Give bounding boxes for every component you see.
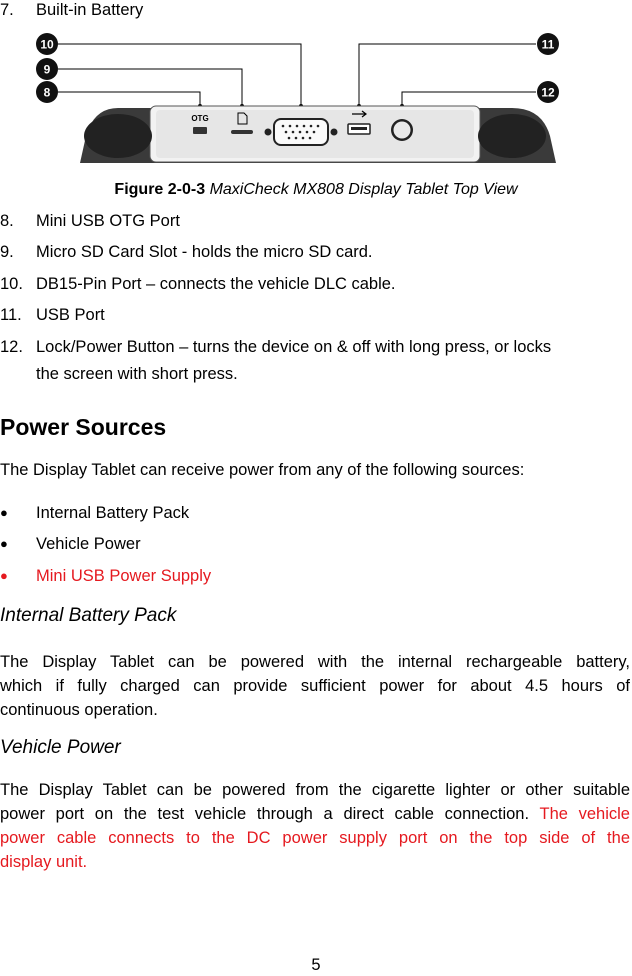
item-number: 8. [0, 212, 14, 230]
bullet-item [0, 534, 632, 554]
bullet-text: Internal Battery Pack [36, 504, 190, 522]
db15-port [265, 119, 338, 145]
callout-line-12 [402, 92, 536, 104]
callout-line-10 [58, 44, 301, 104]
figure-caption [0, 181, 632, 199]
caption-label: Figure 2-0-3 [114, 181, 206, 198]
vehicle-power-heading: Vehicle Power [0, 737, 121, 758]
callout-10 [36, 33, 58, 55]
callout-11 [537, 33, 559, 55]
bullet-text: Mini USB Power Supply [36, 567, 212, 585]
paragraph-text-highlighted: The vehicle [539, 805, 630, 823]
bullet-item-highlighted [0, 566, 632, 586]
bullet-icon: ● [0, 536, 8, 551]
tablet-top-view-figure [0, 28, 632, 178]
caption-title: MaxiCheck MX808 Display Tablet Top View [209, 181, 518, 198]
callout-line-9 [58, 69, 242, 104]
paragraph-line: which if fully charged can provide sufficient power for about 4.5 hours of [0, 677, 630, 695]
item-text-line2: the screen with short press. [36, 365, 238, 383]
otg-label: OTG [191, 114, 209, 123]
list-item-9 [0, 242, 632, 262]
callout-12 [537, 81, 559, 103]
paragraph-line [0, 802, 630, 826]
internal-battery-heading: Internal Battery Pack [0, 605, 177, 626]
item-number: 11. [0, 306, 22, 324]
list-item-7 [0, 0, 632, 20]
item-number: 7. [0, 1, 14, 19]
power-sources-heading: Power Sources [0, 414, 167, 440]
callout-8-label: 8 [43, 85, 51, 100]
paragraph-text: power port on the test vehicle through a direct cable connection. [0, 805, 530, 823]
bullet-icon: ● [0, 505, 8, 520]
item-number: 10. [0, 275, 23, 293]
list-item-12 [0, 337, 632, 381]
item-text: DB15-Pin Port – connects the vehicle DLC cable. [36, 275, 396, 293]
callout-line-8 [58, 92, 200, 104]
item-number: 12. [0, 338, 23, 356]
bullet-icon: ● [0, 568, 8, 583]
paragraph-line: The Display Tablet can be powered with the internal rechargeable battery, [0, 653, 630, 671]
callout-8 [36, 81, 58, 103]
paragraph-line: continuous operation. [0, 701, 158, 719]
internal-battery-paragraph [0, 650, 630, 722]
power-button [391, 119, 413, 141]
callout-12-label: 12 [541, 85, 555, 100]
callout-9 [36, 58, 58, 80]
bullet-item [0, 503, 632, 523]
item-text: Mini USB OTG Port [36, 212, 180, 230]
item-text: Built-in Battery [36, 1, 144, 19]
item-text-line1: Lock/Power Button – turns the device on & off with long press, or locks [36, 338, 552, 356]
callout-line-11 [359, 44, 536, 104]
callout-10-label: 10 [40, 37, 54, 52]
page-number: 5 [311, 956, 321, 974]
paragraph-line-highlighted: display unit. [0, 853, 88, 871]
item-number: 9. [0, 243, 14, 261]
list-item-10 [0, 274, 632, 294]
paragraph-line: The Display Tablet can be powered from the cigarette lighter or other suitable [0, 781, 630, 799]
item-text: USB Port [36, 306, 105, 324]
vehicle-power-paragraph [0, 778, 630, 874]
callout-9-label: 9 [43, 62, 51, 77]
callout-11-label: 11 [541, 37, 555, 52]
bullet-text: Vehicle Power [36, 535, 141, 553]
list-item-8 [0, 211, 632, 231]
paragraph-line-highlighted: power cable connects to the DC power supply port on the top side of the [0, 829, 630, 847]
item-text: Micro SD Card Slot - holds the micro SD card. [36, 243, 373, 261]
list-item-11 [0, 305, 632, 325]
power-sources-intro: The Display Tablet can receive power from any of the following sources: [0, 461, 525, 479]
